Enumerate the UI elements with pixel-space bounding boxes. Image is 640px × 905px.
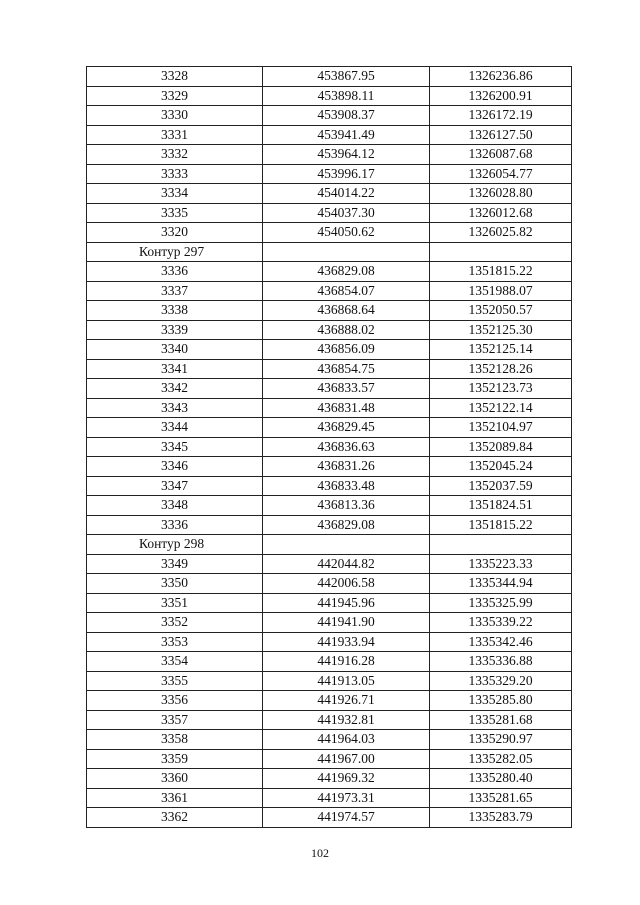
y-coordinate-cell: 1352045.24 [430,457,572,477]
y-coordinate-cell: 1335339.22 [430,613,572,633]
empty-cell [430,242,572,262]
page-number: 102 [311,846,329,860]
x-coordinate-cell: 441933.94 [263,632,430,652]
x-coordinate-cell: 436829.08 [263,515,430,535]
x-coordinate-cell: 436854.07 [263,281,430,301]
y-coordinate-cell: 1335223.33 [430,554,572,574]
point-number-cell: 3353 [87,632,263,652]
contour-header-row [87,535,572,555]
x-coordinate-cell: 441967.00 [263,749,430,769]
point-number-cell: 3344 [87,418,263,438]
x-coordinate-cell: 441926.71 [263,691,430,711]
x-coordinate-cell: 436868.64 [263,301,430,321]
table-row [87,145,572,165]
table-row [87,418,572,438]
x-coordinate-cell: 453964.12 [263,145,430,165]
contour-label: Контур 297 [87,242,263,262]
table-row [87,125,572,145]
point-number-cell: 3349 [87,554,263,574]
x-coordinate-cell: 436833.48 [263,476,430,496]
point-number-cell: 3342 [87,379,263,399]
y-coordinate-cell: 1335282.05 [430,749,572,769]
x-coordinate-cell: 436836.63 [263,437,430,457]
point-number-cell: 3354 [87,652,263,672]
table-row [87,67,572,87]
point-number-cell: 3347 [87,476,263,496]
x-coordinate-cell: 441945.96 [263,593,430,613]
y-coordinate-cell: 1335325.99 [430,593,572,613]
point-number-cell: 3361 [87,788,263,808]
point-number-cell: 3359 [87,749,263,769]
point-number-cell: 3336 [87,515,263,535]
x-coordinate-cell: 441916.28 [263,652,430,672]
y-coordinate-cell: 1352128.26 [430,359,572,379]
point-number-cell: 3345 [87,437,263,457]
point-number-cell: 3346 [87,457,263,477]
point-number-cell: 3337 [87,281,263,301]
x-coordinate-cell: 436831.26 [263,457,430,477]
y-coordinate-cell: 1352104.97 [430,418,572,438]
point-number-cell: 3348 [87,496,263,516]
point-number-cell: 3341 [87,359,263,379]
table-row [87,554,572,574]
table-row [87,106,572,126]
point-number-cell: 3343 [87,398,263,418]
y-coordinate-cell: 1351815.22 [430,262,572,282]
point-number-cell: 3320 [87,223,263,243]
y-coordinate-cell: 1335283.79 [430,808,572,828]
point-number-cell: 3335 [87,203,263,223]
y-coordinate-cell: 1352089.84 [430,437,572,457]
empty-cell [263,242,430,262]
y-coordinate-cell: 1326127.50 [430,125,572,145]
y-coordinate-cell: 1335290.97 [430,730,572,750]
y-coordinate-cell: 1335342.46 [430,632,572,652]
table-row [87,359,572,379]
table-row [87,515,572,535]
point-number-cell: 3328 [87,67,263,87]
x-coordinate-cell: 436856.09 [263,340,430,360]
y-coordinate-cell: 1335281.68 [430,710,572,730]
x-coordinate-cell: 454050.62 [263,223,430,243]
table-row [87,476,572,496]
y-coordinate-cell: 1326012.68 [430,203,572,223]
y-coordinate-cell: 1352123.73 [430,379,572,399]
x-coordinate-cell: 441964.03 [263,730,430,750]
table-row [87,437,572,457]
y-coordinate-cell: 1335281.65 [430,788,572,808]
x-coordinate-cell: 441941.90 [263,613,430,633]
x-coordinate-cell: 436888.02 [263,320,430,340]
y-coordinate-cell: 1352125.14 [430,340,572,360]
x-coordinate-cell: 441913.05 [263,671,430,691]
y-coordinate-cell: 1351815.22 [430,515,572,535]
table-row [87,340,572,360]
table-row [87,223,572,243]
point-number-cell: 3360 [87,769,263,789]
point-number-cell: 3355 [87,671,263,691]
y-coordinate-cell: 1352050.57 [430,301,572,321]
table-row [87,691,572,711]
table-row [87,86,572,106]
point-number-cell: 3330 [87,106,263,126]
point-number-cell: 3329 [87,86,263,106]
table-row [87,496,572,516]
x-coordinate-cell: 453996.17 [263,164,430,184]
x-coordinate-cell: 436833.57 [263,379,430,399]
point-number-cell: 3340 [87,340,263,360]
table-row [87,749,572,769]
point-number-cell: 3351 [87,593,263,613]
table-row [87,730,572,750]
point-number-cell: 3333 [87,164,263,184]
coordinates-table [86,66,572,828]
y-coordinate-cell: 1326236.86 [430,67,572,87]
y-coordinate-cell: 1326054.77 [430,164,572,184]
contour-header-row [87,242,572,262]
x-coordinate-cell: 454037.30 [263,203,430,223]
x-coordinate-cell: 453867.95 [263,67,430,87]
y-coordinate-cell: 1335285.80 [430,691,572,711]
y-coordinate-cell: 1352125.30 [430,320,572,340]
x-coordinate-cell: 441973.31 [263,788,430,808]
x-coordinate-cell: 441974.57 [263,808,430,828]
y-coordinate-cell: 1326087.68 [430,145,572,165]
y-coordinate-cell: 1351824.51 [430,496,572,516]
x-coordinate-cell: 453908.37 [263,106,430,126]
table-row [87,301,572,321]
table-row [87,769,572,789]
table-row [87,710,572,730]
coordinates-table-body [87,67,572,828]
y-coordinate-cell: 1326200.91 [430,86,572,106]
table-row [87,281,572,301]
table-row [87,788,572,808]
point-number-cell: 3357 [87,710,263,730]
point-number-cell: 3336 [87,262,263,282]
point-number-cell: 3362 [87,808,263,828]
x-coordinate-cell: 453898.11 [263,86,430,106]
y-coordinate-cell: 1326028.80 [430,184,572,204]
point-number-cell: 3356 [87,691,263,711]
point-number-cell: 3332 [87,145,263,165]
y-coordinate-cell: 1326025.82 [430,223,572,243]
x-coordinate-cell: 436829.45 [263,418,430,438]
x-coordinate-cell: 441932.81 [263,710,430,730]
y-coordinate-cell: 1326172.19 [430,106,572,126]
point-number-cell: 3338 [87,301,263,321]
table-row [87,320,572,340]
x-coordinate-cell: 442044.82 [263,554,430,574]
table-row [87,203,572,223]
table-row [87,262,572,282]
point-number-cell: 3358 [87,730,263,750]
point-number-cell: 3352 [87,613,263,633]
table-row [87,457,572,477]
empty-cell [263,535,430,555]
table-row [87,652,572,672]
y-coordinate-cell: 1352037.59 [430,476,572,496]
x-coordinate-cell: 441969.32 [263,769,430,789]
x-coordinate-cell: 436831.48 [263,398,430,418]
x-coordinate-cell: 454014.22 [263,184,430,204]
table-row [87,808,572,828]
y-coordinate-cell: 1352122.14 [430,398,572,418]
x-coordinate-cell: 436829.08 [263,262,430,282]
point-number-cell: 3331 [87,125,263,145]
x-coordinate-cell: 453941.49 [263,125,430,145]
table-row [87,593,572,613]
table-row [87,574,572,594]
y-coordinate-cell: 1335344.94 [430,574,572,594]
x-coordinate-cell: 436854.75 [263,359,430,379]
x-coordinate-cell: 442006.58 [263,574,430,594]
point-number-cell: 3334 [87,184,263,204]
point-number-cell: 3350 [87,574,263,594]
y-coordinate-cell: 1335336.88 [430,652,572,672]
y-coordinate-cell: 1335329.20 [430,671,572,691]
table-row [87,613,572,633]
point-number-cell: 3339 [87,320,263,340]
y-coordinate-cell: 1351988.07 [430,281,572,301]
y-coordinate-cell: 1335280.40 [430,769,572,789]
contour-label: Контур 298 [87,535,263,555]
empty-cell [430,535,572,555]
table-row [87,632,572,652]
table-row [87,184,572,204]
table-row [87,398,572,418]
table-row [87,379,572,399]
table-row [87,671,572,691]
table-row [87,164,572,184]
x-coordinate-cell: 436813.36 [263,496,430,516]
